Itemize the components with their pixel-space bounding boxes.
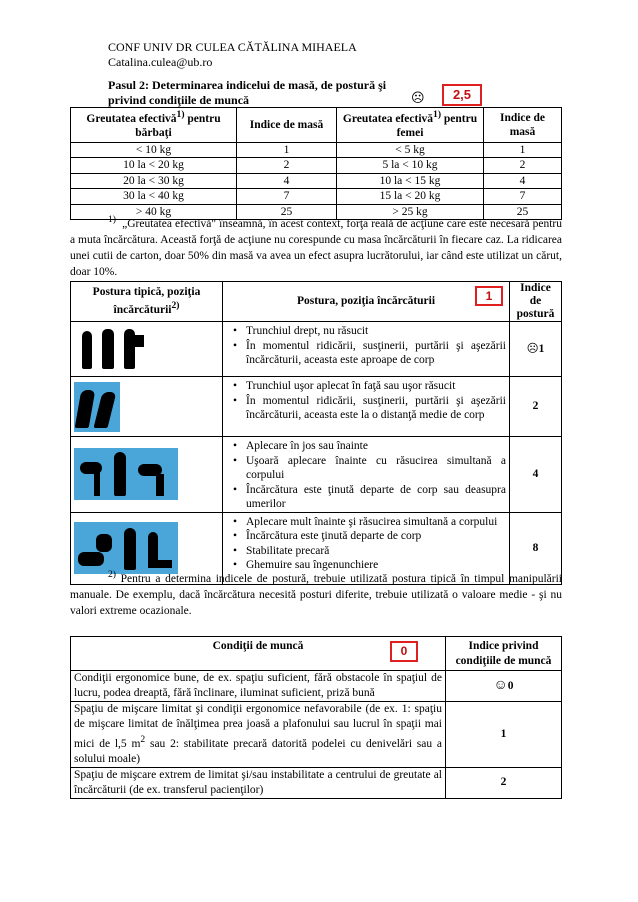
author-email: Catalina.culea@ub.ro: [108, 55, 213, 69]
header-working-conditions: Condiţii de muncă 0: [71, 637, 446, 671]
header-mass-index-women: Indice de masă: [484, 108, 562, 143]
slight-bend-posture-image: [74, 382, 120, 432]
posture-index-table: [70, 281, 562, 585]
posture-index-value: 4: [510, 437, 562, 513]
step-title-line1: Pasul 2: Determinarea indicelui de masă, de postură şi: [108, 78, 387, 92]
table-row: • Trunchiul drept, nu răsucit • În momentul ridicării, susţinerii, purtării şi aşezării încărcăturii, aceasta este aproape de corp ☹1: [71, 322, 562, 377]
table-row: > 40 kg 25 > 25 kg 25: [71, 204, 562, 219]
table-row: 20 la < 30 kg 4 10 la < 15 kg 4: [71, 173, 562, 188]
table-row: • Aplecare mult înainte şi răsucirea simultană a corpului • Încărcătura este ţinută departe de corp • Stabilitate precară • Ghemuire sau îngenunchiere 8: [71, 512, 562, 584]
conditions-index-value: 2: [446, 767, 562, 798]
footnote-2: $^{2)}$ Pentru a determina indicele de postură, trebuie utilizată postura tipică în timpul manipulării manuale. De exemplu, dacă încărcătura necesită posturi diferite, trebuie utilizată o valoare medie - şi nu valori extreme ocazionale.: [70, 569, 563, 617]
step-title-line2: privind condiţiile de muncă: [108, 93, 250, 107]
header-posture-index: Indice de postură: [510, 282, 562, 322]
header-mass-index: Indice de masă: [237, 108, 337, 143]
table-row: • Trunchiul uşor aplecat în faţă sau uşor răsucit • În momentul ridicării, susţinerii, purtării şi aşezării încărcăturii, aceasta este la o distanţă medie de corp 2: [71, 377, 562, 437]
conditions-index-value: 1: [446, 702, 562, 768]
posture-index-value: 1: [538, 342, 545, 355]
footnote-1: $^{1)}$ „Greutatea efectivă" înseamnă, în acest context, forţa reală de acţiune care este necesară pentru a muta încărcătura. Această forţă de acţiune nu corespunde cu masa încărcăturii în fiecare caz. La ridicarea unei cutii de carton, doar 50% din masă va avea un efect asupra lucrătorului, iar când este utilizat un cărut, doar 10%.: [70, 214, 562, 278]
author-name: CONF UNIV DR CULEA CĂTĂLINA MIHAELA: [108, 40, 357, 54]
happy-face-icon: ☺: [493, 678, 508, 693]
table-row: Spaţiu de mişcare limitat şi condiţii ergonomice nefavorabile (de ex. 1: spaţiu de mişcare limitat de înălţimea prea joasă a plafonului sau lucrul în spaţii mai mici de l,5 $m^2$ sau 2: stabilitate precară datorită podelei cu denivelări sau a solului moale) 1: [71, 702, 562, 768]
score-badge: [442, 84, 482, 106]
posture-badge: 1: [475, 286, 503, 306]
table-row: < 10 kg 1 < 5 kg 1: [71, 143, 562, 158]
header-men-weight: Greutatea efectivă$^{1)}$ pentru bărbaţi: [71, 108, 237, 143]
conditions-index-value: 0: [507, 680, 514, 692]
posture-index-value: 2: [510, 377, 562, 437]
table-row: Spaţiu de mişcare extrem de limitat şi/sau instabilitate a centrului de greutate al încărcăturii (de ex. transferul pacienţilor) 2: [71, 767, 562, 798]
bending-posture-image: [74, 448, 178, 500]
header-typical-posture: Postura tipică, poziţia încărcăturii$^{2)}$: [71, 282, 223, 322]
header-conditions-index: Indice privind condiţiile de muncă: [446, 637, 562, 671]
upright-posture-image: [74, 325, 152, 373]
sad-face-icon: ☹: [526, 342, 539, 355]
header-women-weight: Greutatea efectivă$^{1)}$ pentru femei: [337, 108, 484, 143]
working-conditions-table: [70, 636, 562, 799]
sad-face-icon: ☹: [411, 90, 425, 105]
table-row: 10 la < 20 kg 2 5 la < 10 kg 2: [71, 158, 562, 173]
table-row: 30 la < 40 kg 7 15 la < 20 kg 7: [71, 189, 562, 204]
mass-index-table: [70, 107, 562, 220]
conditions-badge: 0: [390, 641, 418, 662]
table-row: • Aplecare în jos sau înainte • Uşoară aplecare înainte cu răsucirea simultană a corpului • Încărcătura este ţinută departe de corp sau deasupra umerilor 4: [71, 437, 562, 513]
posture-index-value: 8: [510, 512, 562, 584]
table-row: Condiţii ergonomice bune, de ex. spaţiu suficient, fără obstacole în spaţiul de lucru, podea dreaptă, fără înclinare, iluminat suficient, priză bună ☺0: [71, 671, 562, 702]
score-value: 2,5: [452, 87, 472, 102]
header-posture-position: Postura, poziţia încărcăturii 1: [223, 282, 510, 322]
